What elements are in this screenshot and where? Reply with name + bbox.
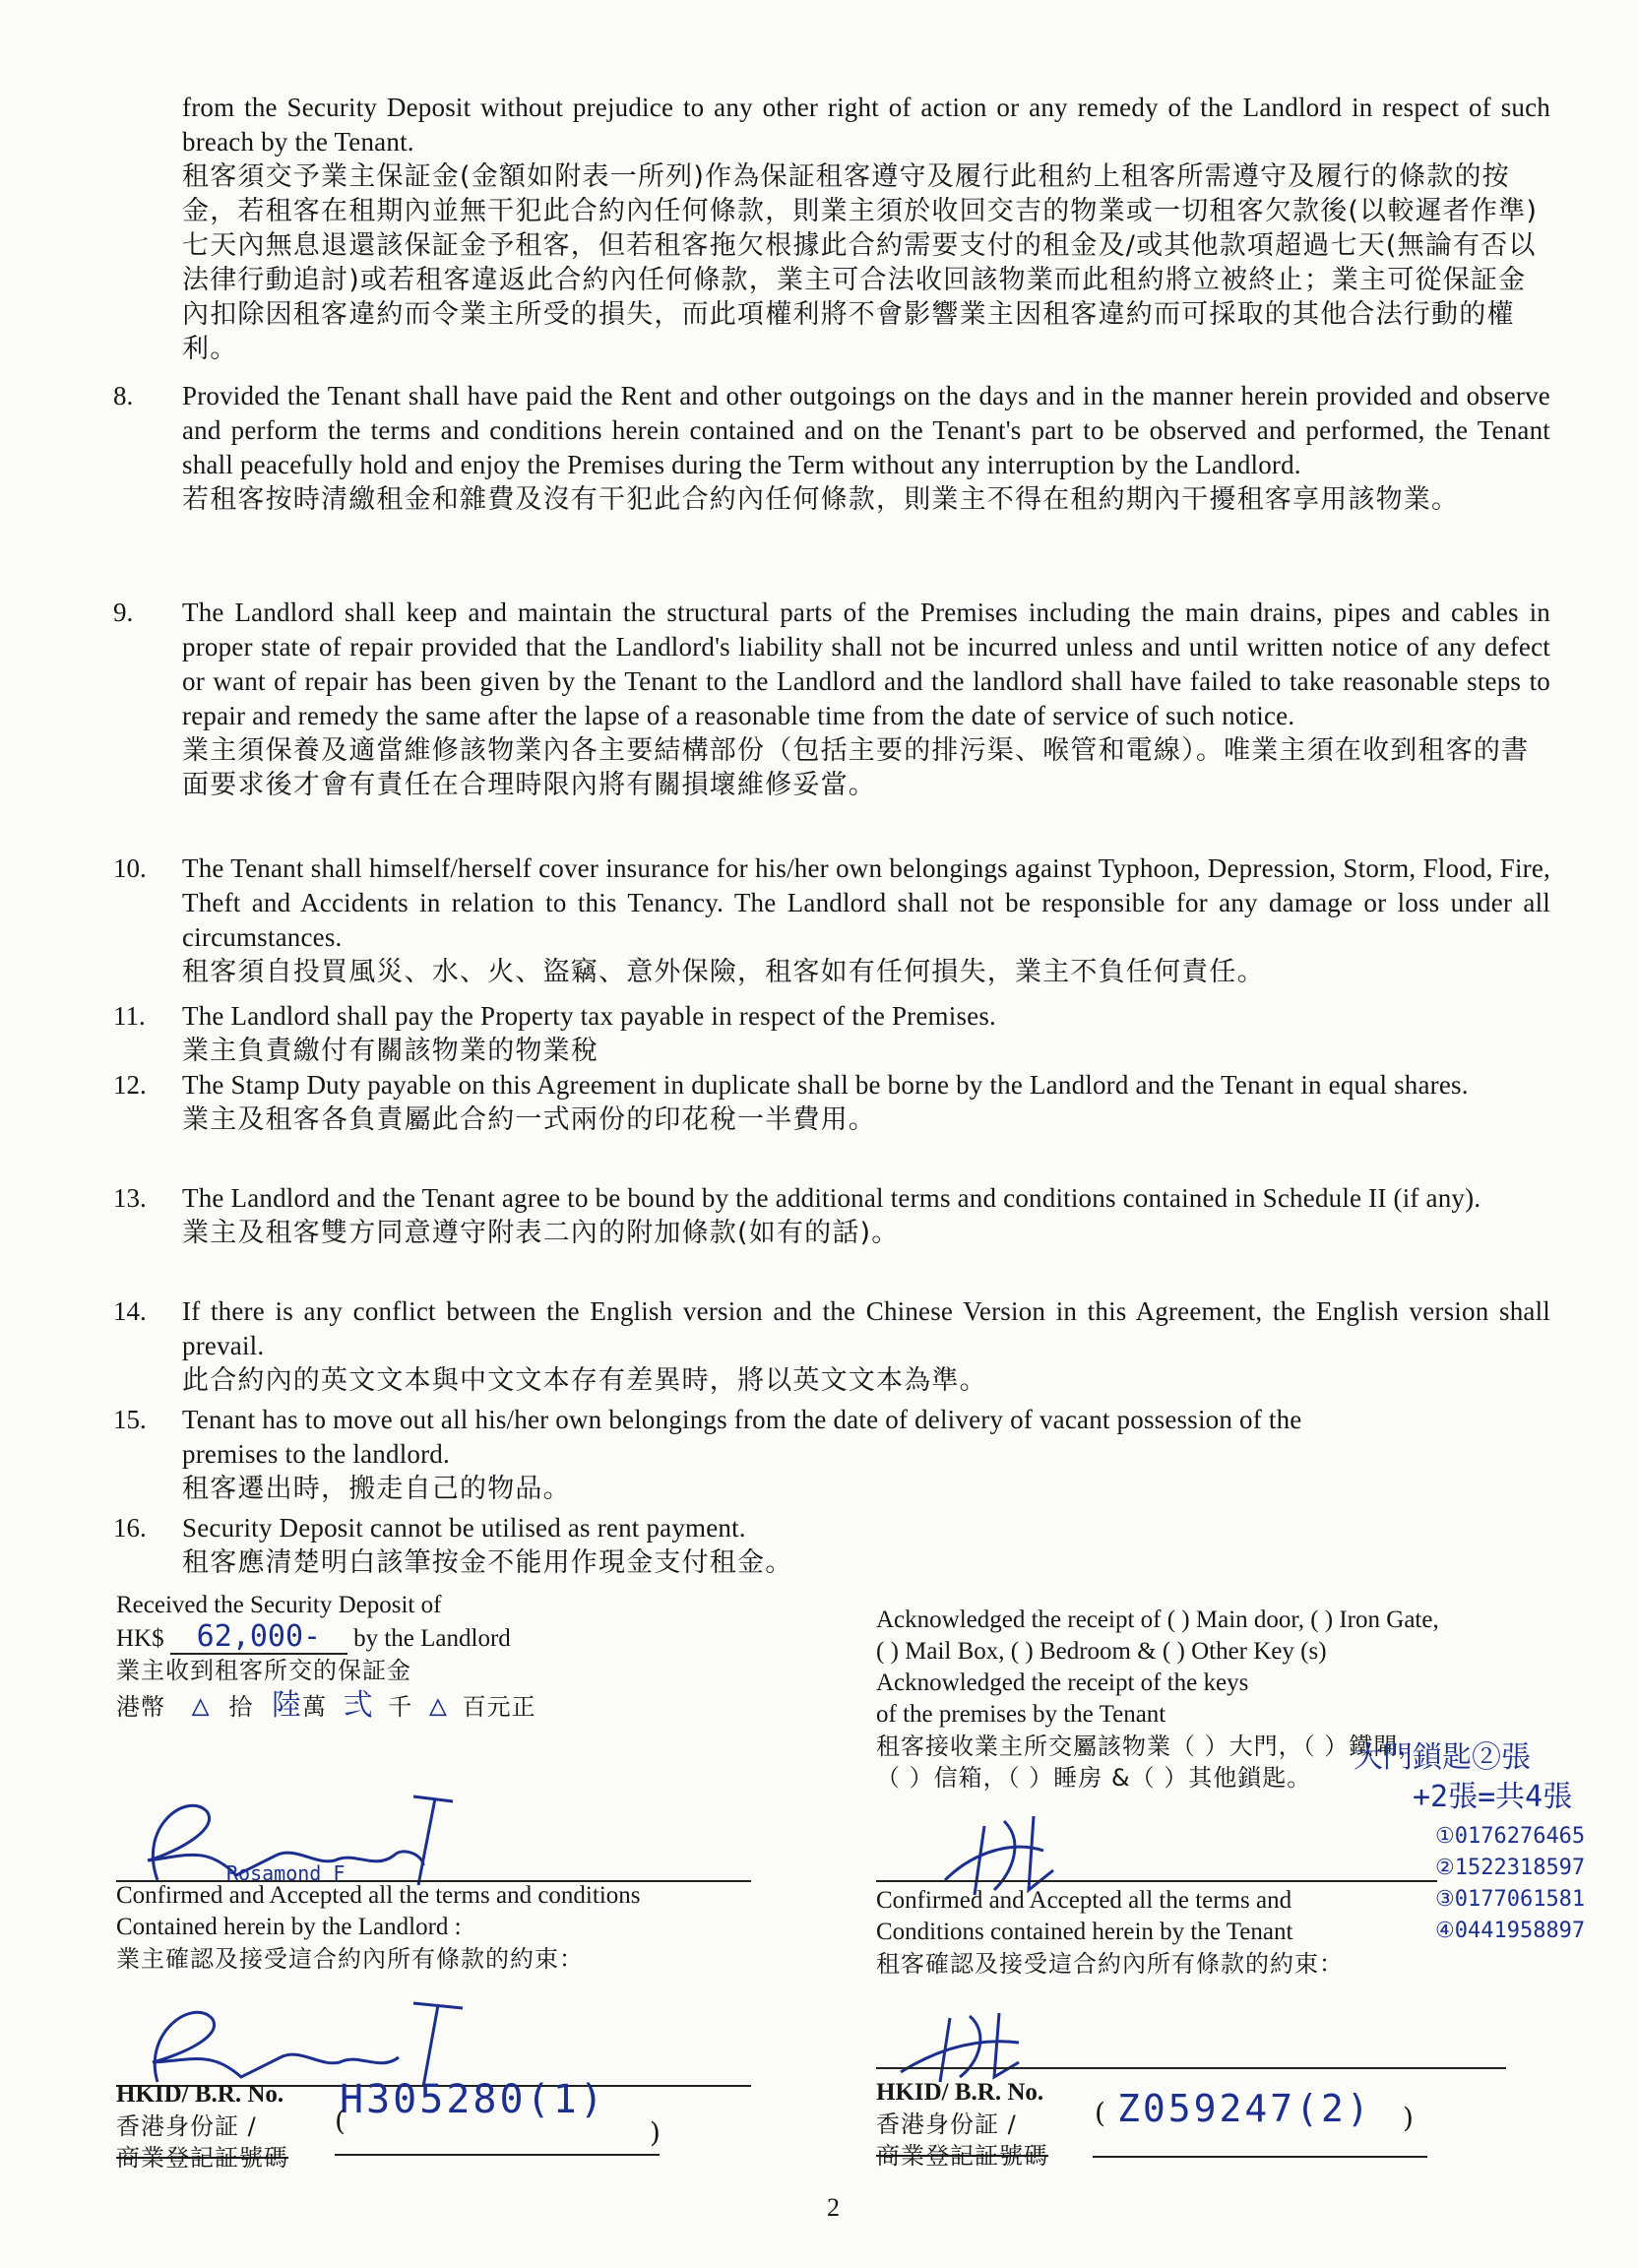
deposit-by-label: by the Landlord (353, 1625, 511, 1652)
phone-note-2: ②1522318597 (1435, 1856, 1586, 1880)
keys-handwritten-note-1: 大門鎖匙②張 (1354, 1740, 1531, 1775)
landlord-hkid-open-paren: ( (335, 2105, 346, 2137)
clause-7-chinese: 租客須交予業主保証金(金額如附表一所列)作為保証租客遵守及履行此租約上租客所需遵守及履行的條款的按金，若租客在租期內並無干犯此合約內任何條款，則業主須於收回交吉的物業或一切租客欠款後(以較遲者作準)七天內無息退還該保証金予租客，但若租客拖欠根據此合約需要支付的租金及/或其他款項超過七天(無論有否以法律行動追討)或若租客違返此合約內任何條款，業主可合法收回該物業而此租約將立被終止；業主可從保証金內扣除因租客違約而令業主所受的損失，而此項權利將不會影響業主因租客違約而可採取的其他合法行動的權利。 (182, 161, 1539, 364)
clause-english: The Landlord shall keep and maintain the structural parts of the Premises including the main drains, pipes and cables in proper state of repair provided that the Landlord's liability shall not be incurred unless and until written notice of any defect or want of repair has been given by the Tenant to the Landlord and the landlord shall have failed to take reasonable steps to repair and remedy the same after the lapse of a reasonable time from the date of service of such notice. (182, 598, 1550, 730)
clause-english: The Tenant shall himself/herself cover insurance for his/her own belongings against Typhoon, Depression, Storm, Flood, Fire, Theft and Accidents in relation to this Tenancy. The Landlord shall not be responsible for any damage or loss under all circumstances. (182, 853, 1550, 952)
deposit-label: Received the Security Deposit of (116, 1592, 442, 1618)
clause-16 (113, 1511, 1550, 1580)
tenant-confirm-en-1: Confirmed and Accepted all the terms and (876, 1887, 1292, 1914)
tenant-br-strike (1093, 2156, 1427, 2158)
clause-14 (113, 1294, 1550, 1398)
clause-8 (113, 379, 1550, 517)
landlord-hkid-close-paren: ) (650, 2116, 661, 2149)
clause-12 (113, 1068, 1550, 1137)
landlord-confirmation (116, 1880, 756, 1975)
landlord-confirm-zh: 業主確認及接受這合約內所有條款的約束： (116, 1945, 584, 1973)
landlord-hkid-label: HKID/ B.R. No. (116, 2081, 284, 2108)
page-number: 2 (827, 2193, 840, 2222)
phone-note-4: ④0441958897 (1435, 1919, 1586, 1943)
clause-number: 14. (113, 1296, 147, 1326)
landlord-confirm-en-1: Confirmed and Accepted all the terms and conditions (116, 1882, 641, 1909)
tenant-hkid-close-paren: ) (1403, 2102, 1414, 2134)
keys-line-4: of the premises by the Tenant (876, 1701, 1166, 1728)
clause-english: The Stamp Duty payable on this Agreement in duplicate shall be borne by the Landlord and the Tenant in equal shares. (182, 1070, 1469, 1100)
clause-chinese: 業主及租客各負責屬此合約一式兩份的印花稅一半費用。 (182, 1104, 876, 1135)
keys-zh-1: 租客接收業主所交屬該物業（ ）大門，（ ）鐵閘， (876, 1732, 1423, 1760)
deposit-amount-hw-1: △ (191, 1688, 211, 1723)
clause-chinese: 業主及租客雙方同意遵守附表二內的附加條款(如有的話)。 (182, 1218, 900, 1248)
clause-15 (113, 1403, 1550, 1506)
deposit-currency: HK$ (116, 1625, 164, 1652)
tenant-confirmation (876, 1885, 1467, 1980)
landlord-br-strike (335, 2154, 660, 2156)
landlord-confirm-en-2: Contained herein by the Landlord : (116, 1914, 462, 1940)
tenant-br-zh: 商業登記証號碼 (876, 2142, 1048, 2170)
clause-number: 8. (113, 381, 134, 410)
clause-chinese: 此合約內的英文文本與中文文本存有差異時，將以英文文本為準。 (182, 1365, 987, 1396)
keys-handwritten-note-2: +2張=共4張 (1413, 1780, 1573, 1814)
tenant-confirm-en-2: Conditions contained herein by the Tenant (876, 1919, 1293, 1945)
tenant-hkid-open-paren: ( (1095, 2097, 1105, 2129)
clause-11 (113, 999, 1550, 1068)
clause-number: 9. (113, 598, 134, 627)
landlord-hkid-value[interactable]: H305280(1) (340, 2077, 606, 2122)
clause-10 (113, 851, 1550, 989)
deposit-unit-1: 拾 (228, 1693, 254, 1721)
landlord-hkid-zh: 香港身份証 / (116, 2112, 257, 2140)
clause-english: If there is any conflict between the English version and the Chinese Version in this Agreement, the English version shall prevail. (182, 1296, 1550, 1360)
deposit-hkd-zh: 港幣 (116, 1693, 165, 1721)
deposit-amount-hw-2: 陸 (271, 1688, 302, 1723)
tenant-signature-line (876, 1880, 1437, 1882)
deposit-unit-3: 千 (388, 1693, 413, 1721)
tenant-hkid-value[interactable]: Z059247(2) (1117, 2087, 1372, 2130)
clause-english: Provided the Tenant shall have paid the Rent and other outgoings on the days and in the manner herein provided and observe and perform the terms and conditions herein contained and on the Tenant's part to be observed and performed, the Tenant shall peacefully hold and enjoy the Premises during the Term without any interruption by the Landlord. (182, 381, 1550, 479)
keys-line-2: ( ) Mail Box, ( ) Bedroom & ( ) Other Key (s) (876, 1638, 1327, 1665)
landlord-signature (128, 1787, 482, 1895)
tenant-phone-notes (1435, 1821, 1632, 1947)
clause-13 (113, 1181, 1550, 1250)
keys-line-1: Acknowledged the receipt of ( ) Main door, ( ) Iron Gate, (876, 1606, 1439, 1633)
deposit-amount-hw-3: 弍 (343, 1688, 374, 1723)
clause-chinese: 業主須保養及適當維修該物業內各主要結構部份（包括主要的排污渠、喉管和電線）。唯業主須在收到租客的書面要求後才會有責任在合理時限內將有關損壞維修妥當。 (182, 735, 1530, 800)
clause-chinese: 業主負責繳付有關該物業的物業稅 (182, 1036, 598, 1066)
clause-number: 13. (113, 1183, 147, 1213)
clause-7-english-tail: from the Security Deposit without prejudice to any other right of action or any remedy of the Landlord in respect of such breach by the Tenant. (182, 93, 1550, 157)
clause-chinese: 租客遷出時，搬走自己的物品。 (182, 1474, 571, 1504)
keys-zh-2: （ ）信箱，（ ）睡房 &（ ）其他鎖匙。 (876, 1764, 1312, 1792)
clause-7-continuation (182, 91, 1550, 366)
keys-line-3: Acknowledged the receipt of the keys (876, 1670, 1249, 1696)
tenant-hkid-line (876, 2067, 1506, 2069)
clause-9 (113, 596, 1550, 802)
landlord-signature-text: Rosamond F (226, 1861, 346, 1885)
deposit-unit-4: 百元正 (462, 1693, 536, 1721)
landlord-br-zh: 商業登記証號碼 (116, 2144, 288, 2172)
clause-number: 12. (113, 1070, 147, 1100)
deposit-receipt (116, 1590, 746, 1723)
clause-chinese: 租客須自投買風災、水、火、盜竊、意外保險，租客如有任何損失，業主不負任何責任。 (182, 957, 1265, 987)
tenant-signature-2 (891, 2008, 1068, 2087)
clause-number: 15. (113, 1405, 147, 1434)
tenant-confirm-zh: 租客確認及接受這合約內所有條款的約束： (876, 1950, 1344, 1978)
tenant-hkid-zh: 香港身份証 / (876, 2110, 1017, 2138)
phone-note-1: ①0176276465 (1435, 1824, 1586, 1849)
clause-english: The Landlord shall pay the Property tax payable in respect of the Premises. (182, 1001, 997, 1031)
deposit-zh-label: 業主收到租客所交的保証金 (116, 1657, 411, 1684)
deposit-amount-hw-4: △ (428, 1688, 448, 1723)
deposit-amount-field[interactable]: 62,000- (170, 1621, 347, 1655)
clause-chinese: 租客應清楚明白該筆按金不能用作現金支付租金。 (182, 1547, 793, 1578)
clause-number: 16. (113, 1513, 147, 1543)
clause-chinese: 若租客按時清繳租金和雜費及沒有干犯此合約內任何條款，則業主不得在租約期內干擾租客享用該物業。 (182, 484, 1460, 515)
clause-number: 11. (113, 1001, 146, 1031)
clause-number: 10. (113, 853, 147, 883)
tenant-hkid-label: HKID/ B.R. No. (876, 2079, 1044, 2106)
deposit-unit-2: 萬 (301, 1693, 327, 1721)
clause-english: Tenant has to move out all his/her own belongings from the date of delivery of vacant possession of the premises to the landlord. (182, 1405, 1302, 1469)
clause-english: Security Deposit cannot be utilised as rent payment. (182, 1513, 746, 1543)
clause-english: The Landlord and the Tenant agree to be bound by the additional terms and conditions contained in Schedule II (if any). (182, 1183, 1481, 1213)
phone-note-3: ③0177061581 (1435, 1887, 1586, 1912)
